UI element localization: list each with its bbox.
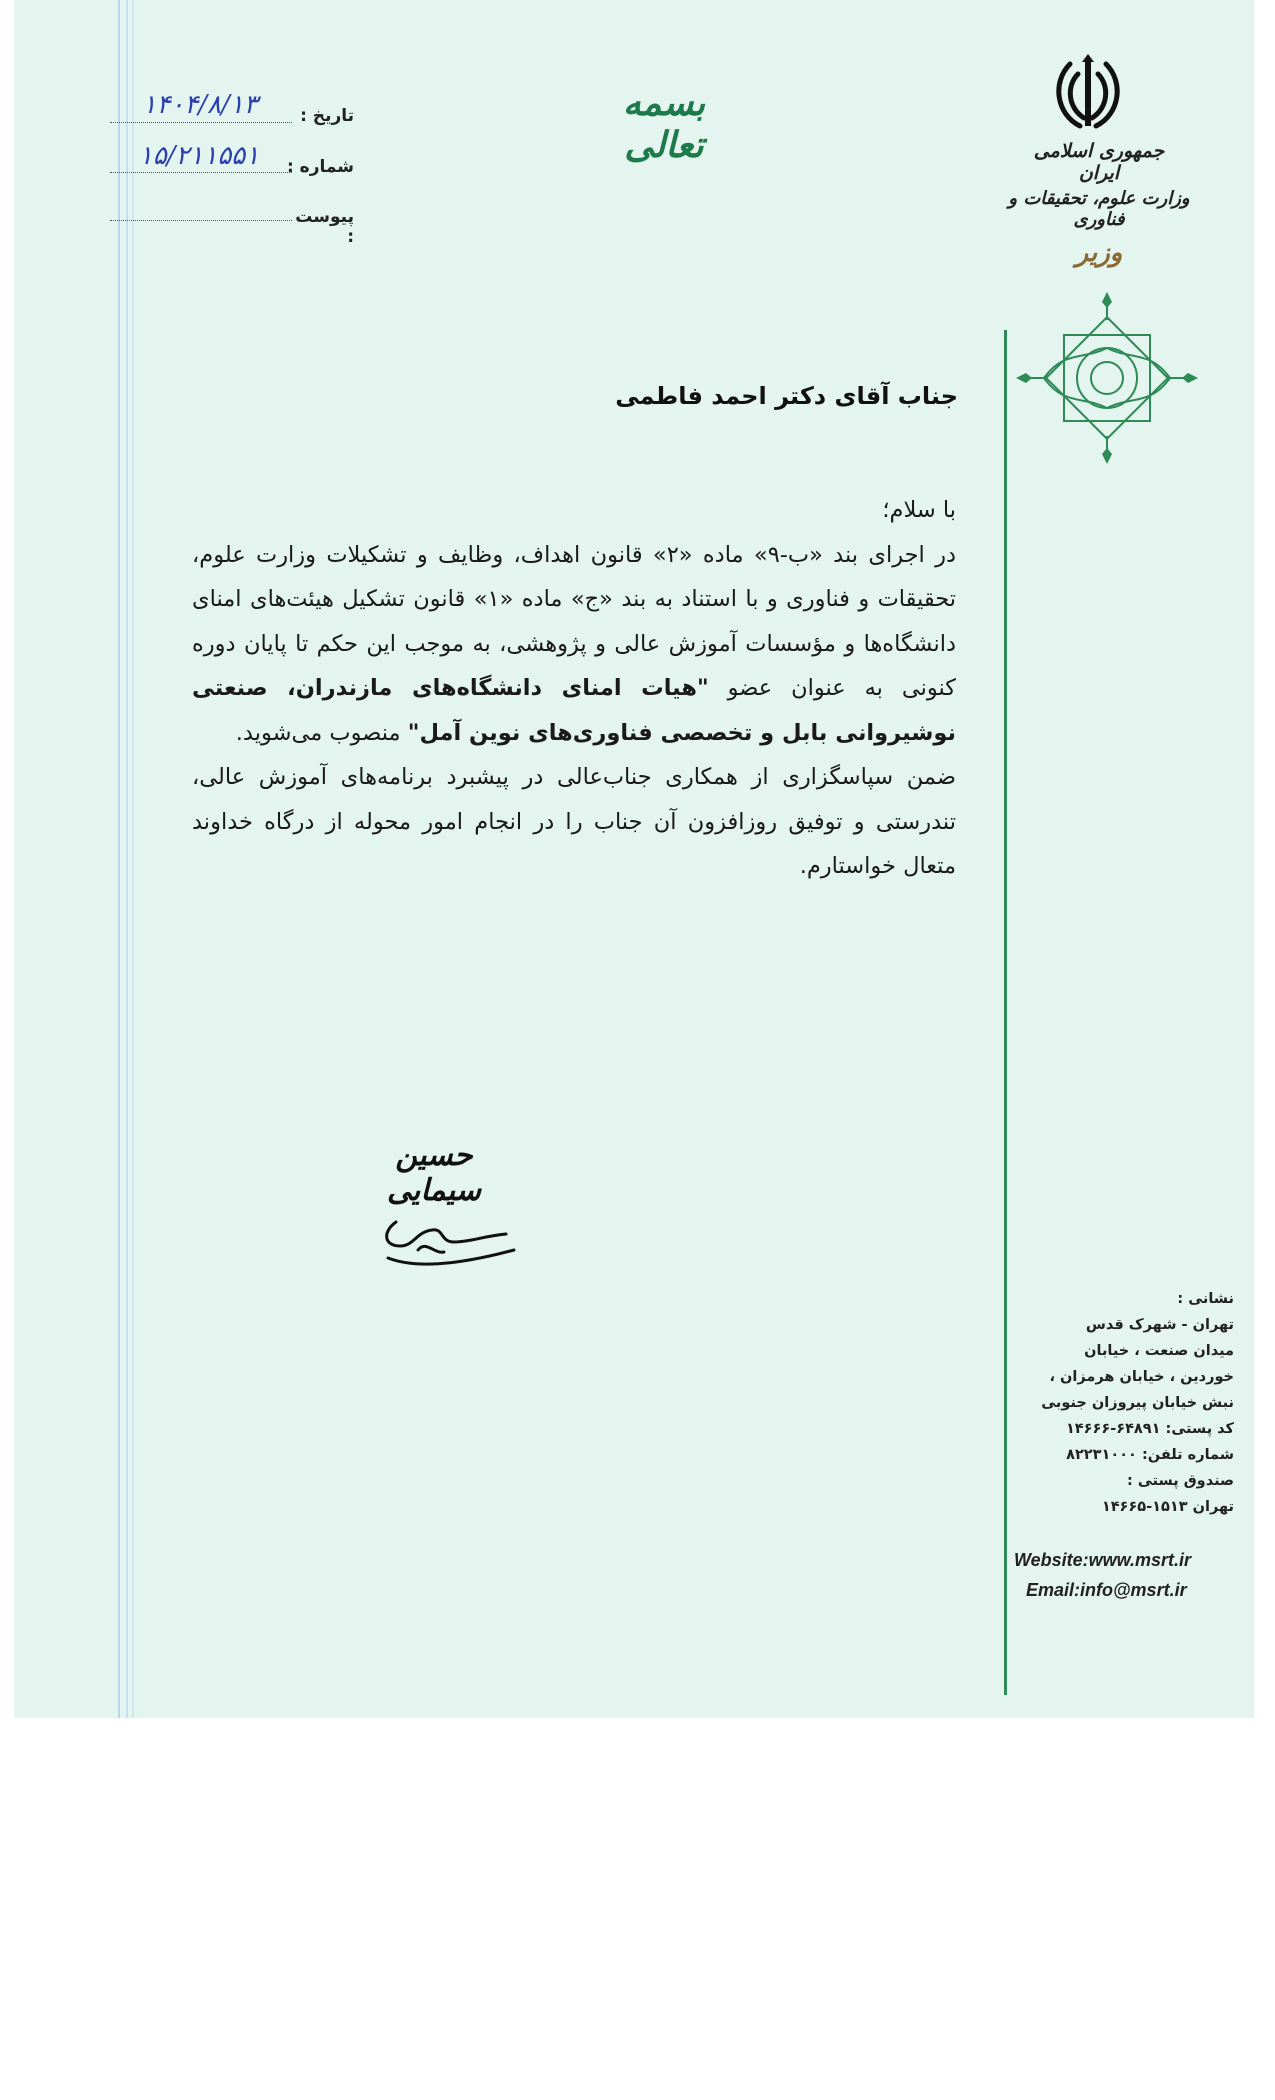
iran-emblem-icon <box>1050 52 1126 132</box>
paragraph-1 <box>192 533 956 756</box>
address-line: نبش خیابان پیروزان جنوبی <box>1041 1395 1234 1411</box>
letter-body <box>192 488 956 889</box>
attachment-label: پیوست : <box>295 207 354 247</box>
website: Website:www.msrt.ir <box>1014 1550 1192 1570</box>
date-label: تاریخ : <box>300 106 354 126</box>
number-label: شماره : <box>286 157 354 177</box>
address-block <box>1014 1286 1234 1520</box>
po-box: تهران ۱۵۱۳-۱۴۶۶۵ <box>1101 1499 1234 1515</box>
paragraph-1-end: منصوب می‌شوید. <box>235 719 401 746</box>
margin-line <box>118 0 120 1718</box>
office-title: وزیر <box>1075 238 1123 268</box>
address-line: میدان صنعت ، خیابان <box>1084 1343 1234 1359</box>
paragraph-2: ضمن سپاسگزاری از همکاری جناب‌عالی در پیشبرد برنامه‌های آموزش عالی، تندرستی و توفیق روزافزون آن جناب را در انجام امور محوله از درگاه خداوند متعال خواستارم. <box>192 764 956 879</box>
signer-name: حسین سیمایی <box>386 1138 482 1208</box>
greeting: با سلام؛ <box>882 497 956 523</box>
green-rule <box>1004 330 1007 1695</box>
margin-line <box>132 0 134 1718</box>
address-label: نشانی : <box>1177 1291 1234 1307</box>
margin-line <box>126 0 128 1718</box>
date-value: ۱۴۰۴/۸/۱۳ <box>142 90 258 120</box>
date-dotline <box>110 122 292 123</box>
attachment-dotline <box>110 220 292 221</box>
email: Email:info@msrt.ir <box>1026 1580 1187 1600</box>
invocation-text: بسمه تعالی <box>622 82 706 166</box>
ministry-name: وزارت علوم، تحقیقات و فناوری <box>1008 188 1190 230</box>
country-name: جمهوری اسلامی ایران <box>1033 140 1165 184</box>
addressee: جناب آقای دکتر احمد فاطمی <box>615 382 958 410</box>
paragraph-1-text: در اجرای بند «ب-۹» ماده «۲» قانون اهداف، وظایف و تشکیلات وزارت علوم، تحقیقات و فناوری و با استناد به بند «ج» ماده «۱» قانون تشکیل هیئت‌های امنای دانشگاه‌ها و مؤسسات آموزش عالی و پژوهشی، به موجب این حکم تا پایان دوره کنونی به عنوان عضو <box>192 541 956 701</box>
signature-mark <box>374 1212 524 1272</box>
paragraph-1-bold: "هیات امنای دانشگاه‌های مازندران، صنعتی نوشیروانی بابل و تخصصی فناوری‌های نوین آمل" <box>192 675 956 746</box>
address-line: تهران - شهرک قدس <box>1085 1317 1234 1333</box>
number-dotline <box>110 172 292 173</box>
letter-page <box>14 0 1254 1718</box>
number-value: ۱۵/۲۱۱۵۵۱ <box>138 141 260 171</box>
islamic-star-ornament-icon <box>1014 290 1200 466</box>
postal-code: کد پستی: ۶۴۸۹۱-۱۴۶۶۶ <box>1065 1421 1234 1437</box>
address-line: خوردین ، خیابان هرمزان ، <box>1049 1369 1234 1385</box>
phone-number: شماره تلفن: ۸۲۲۳۱۰۰۰ <box>1066 1447 1234 1463</box>
po-box-label: صندوق پستی : <box>1127 1473 1234 1489</box>
